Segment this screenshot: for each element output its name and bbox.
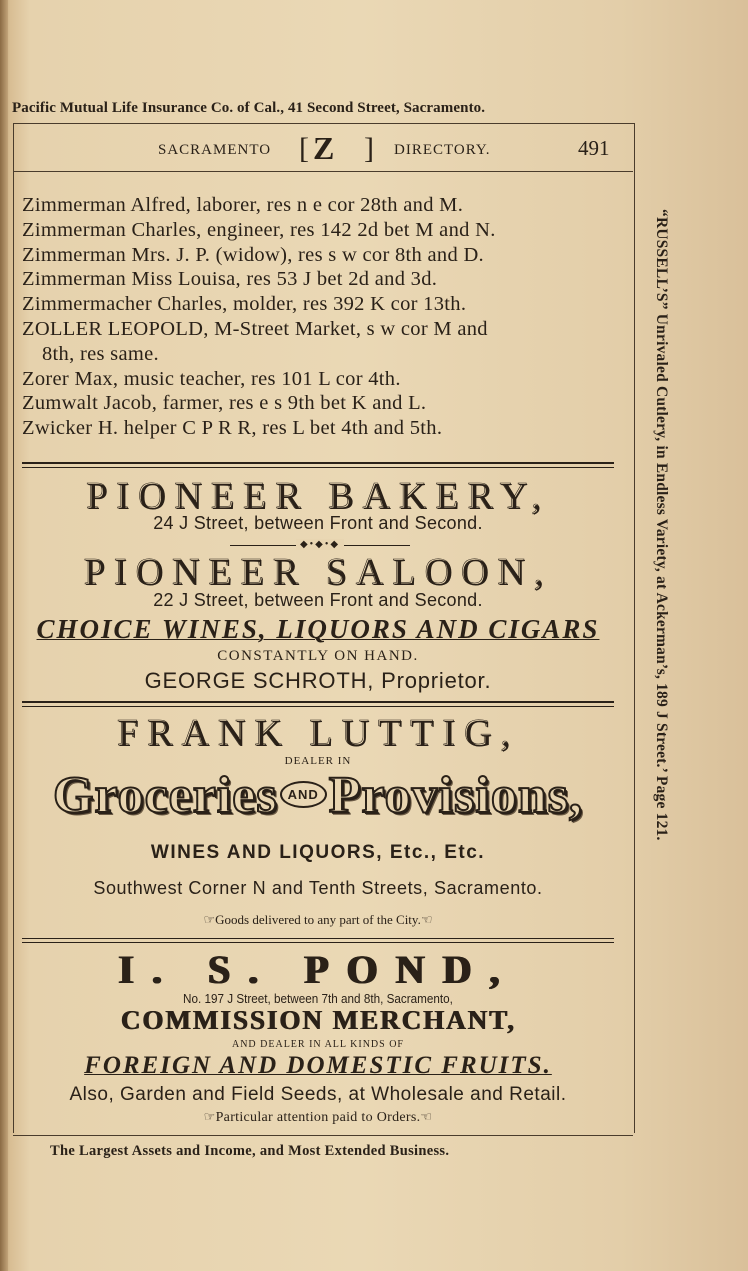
pond-seeds: Also, Garden and Field Seeds, at Wholesale and Retail. bbox=[69, 1084, 567, 1105]
ornament-divider: ◆•◆•◆ bbox=[230, 541, 410, 549]
top-advertisement: Pacific Mutual Life Insurance Co. of Cal., 41 Second Street, Sacramento. bbox=[12, 100, 486, 116]
bakery-address: 24 J Street, between Front and Second. bbox=[153, 513, 483, 533]
luttig-delivery bbox=[22, 912, 614, 928]
luttig-dealer-in: DEALER IN bbox=[284, 755, 352, 767]
section-rule bbox=[22, 938, 614, 939]
directory-entry: Zumwalt Jacob, farmer, res e s 9th bet K and L. bbox=[22, 392, 427, 415]
pond-dealer-kinds: AND DEALER IN ALL KINDS OF bbox=[231, 1039, 404, 1050]
header-bracket-open: [ bbox=[299, 132, 310, 165]
section-double-rule bbox=[22, 701, 614, 707]
pond-title: I. S. POND, bbox=[118, 947, 518, 992]
luttig-wines-liquors: WINES AND LIQUORS, Etc., Etc. bbox=[150, 842, 486, 863]
header-letter: Z bbox=[313, 130, 336, 166]
directory-entries bbox=[22, 193, 622, 441]
orders-text: Particular attention paid to Orders. bbox=[215, 1110, 421, 1125]
pond-orders bbox=[22, 1109, 614, 1126]
saloon-proprietor: GEORGE SCHROTH, Proprietor. bbox=[144, 668, 492, 693]
section-double-rule bbox=[22, 462, 614, 468]
frame-bottom-rule bbox=[13, 1135, 633, 1136]
luttig-location: Southwest Corner N and Tenth Streets, Sacramento. bbox=[93, 878, 543, 898]
provisions-word: Provisions, bbox=[328, 767, 583, 824]
side-advertisement: “RUSSELL’S” Unrivaled Cutlery, in Endless Variety, at Ackerman’s, 189 J Street.’ Page 121. bbox=[653, 209, 670, 841]
directory-entry: ZOLLER LEOPOLD, M-Street Market, s w cor M and bbox=[22, 317, 488, 340]
and-ornament: AND bbox=[280, 781, 327, 808]
saloon-tagline: CHOICE WINES, LIQUORS AND CIGARS bbox=[36, 614, 600, 644]
pointing-hand-icon: ☞ bbox=[203, 1109, 216, 1124]
header-bracket-close: ] bbox=[364, 132, 375, 165]
directory-entry: Zimmerman Miss Louisa, res 53 J bet 2d and 3d. bbox=[22, 268, 438, 291]
bottom-advertisement: The Largest Assets and Income, and Most Extended Business. bbox=[50, 1143, 450, 1159]
bakery-title: PIONEER BAKERY, bbox=[86, 475, 550, 517]
pond-commission: COMMISSION MERCHANT, bbox=[120, 1005, 516, 1035]
directory-entry: Zimmermacher Charles, molder, res 392 K cor 13th. bbox=[22, 293, 467, 316]
page-number: 491 bbox=[578, 136, 610, 160]
directory-entry-continuation: 8th, res same. bbox=[42, 342, 159, 365]
pointing-hand-icon: ☞ bbox=[203, 912, 216, 927]
groceries-word: Groceries bbox=[53, 767, 278, 824]
header-rule bbox=[13, 171, 633, 172]
page-header bbox=[13, 130, 633, 170]
directory-entry: Zimmerman Mrs. J. P. (widow), res s w cor 8th and D. bbox=[22, 243, 484, 266]
page-binding-edge bbox=[0, 0, 8, 1271]
luttig-groceries-provisions bbox=[22, 766, 614, 825]
pointing-hand-icon: ☜ bbox=[420, 1109, 433, 1124]
directory-entry: Zorer Max, music teacher, res 101 L cor 4th. bbox=[22, 367, 401, 390]
directory-entry: Zimmerman Charles, engineer, res 142 2d bet M and N. bbox=[22, 218, 496, 241]
section-rule bbox=[22, 942, 614, 943]
header-directory: DIRECTORY. bbox=[394, 142, 491, 158]
saloon-constantly: CONSTANTLY ON HAND. bbox=[217, 648, 419, 664]
saloon-title: PIONEER SALOON, bbox=[83, 551, 553, 593]
luttig-title: FRANK LUTTIG, bbox=[117, 712, 519, 754]
directory-entry: Zimmerman Alfred, laborer, res n e cor 28th and M. bbox=[22, 194, 464, 216]
delivery-text: Goods delivered to any part of the City. bbox=[215, 912, 421, 927]
pointing-hand-icon: ☜ bbox=[420, 912, 433, 927]
header-city: SACRAMENTO bbox=[158, 142, 272, 158]
directory-entry: Zwicker H. helper C P R R, res L bet 4th and 5th. bbox=[22, 417, 443, 440]
saloon-address: 22 J Street, between Front and Second. bbox=[153, 590, 483, 610]
pond-address: No. 197 J Street, between 7th and 8th, Sacramento, bbox=[183, 991, 453, 1006]
pond-fruits: FOREIGN AND DOMESTIC FRUITS. bbox=[84, 1052, 552, 1079]
